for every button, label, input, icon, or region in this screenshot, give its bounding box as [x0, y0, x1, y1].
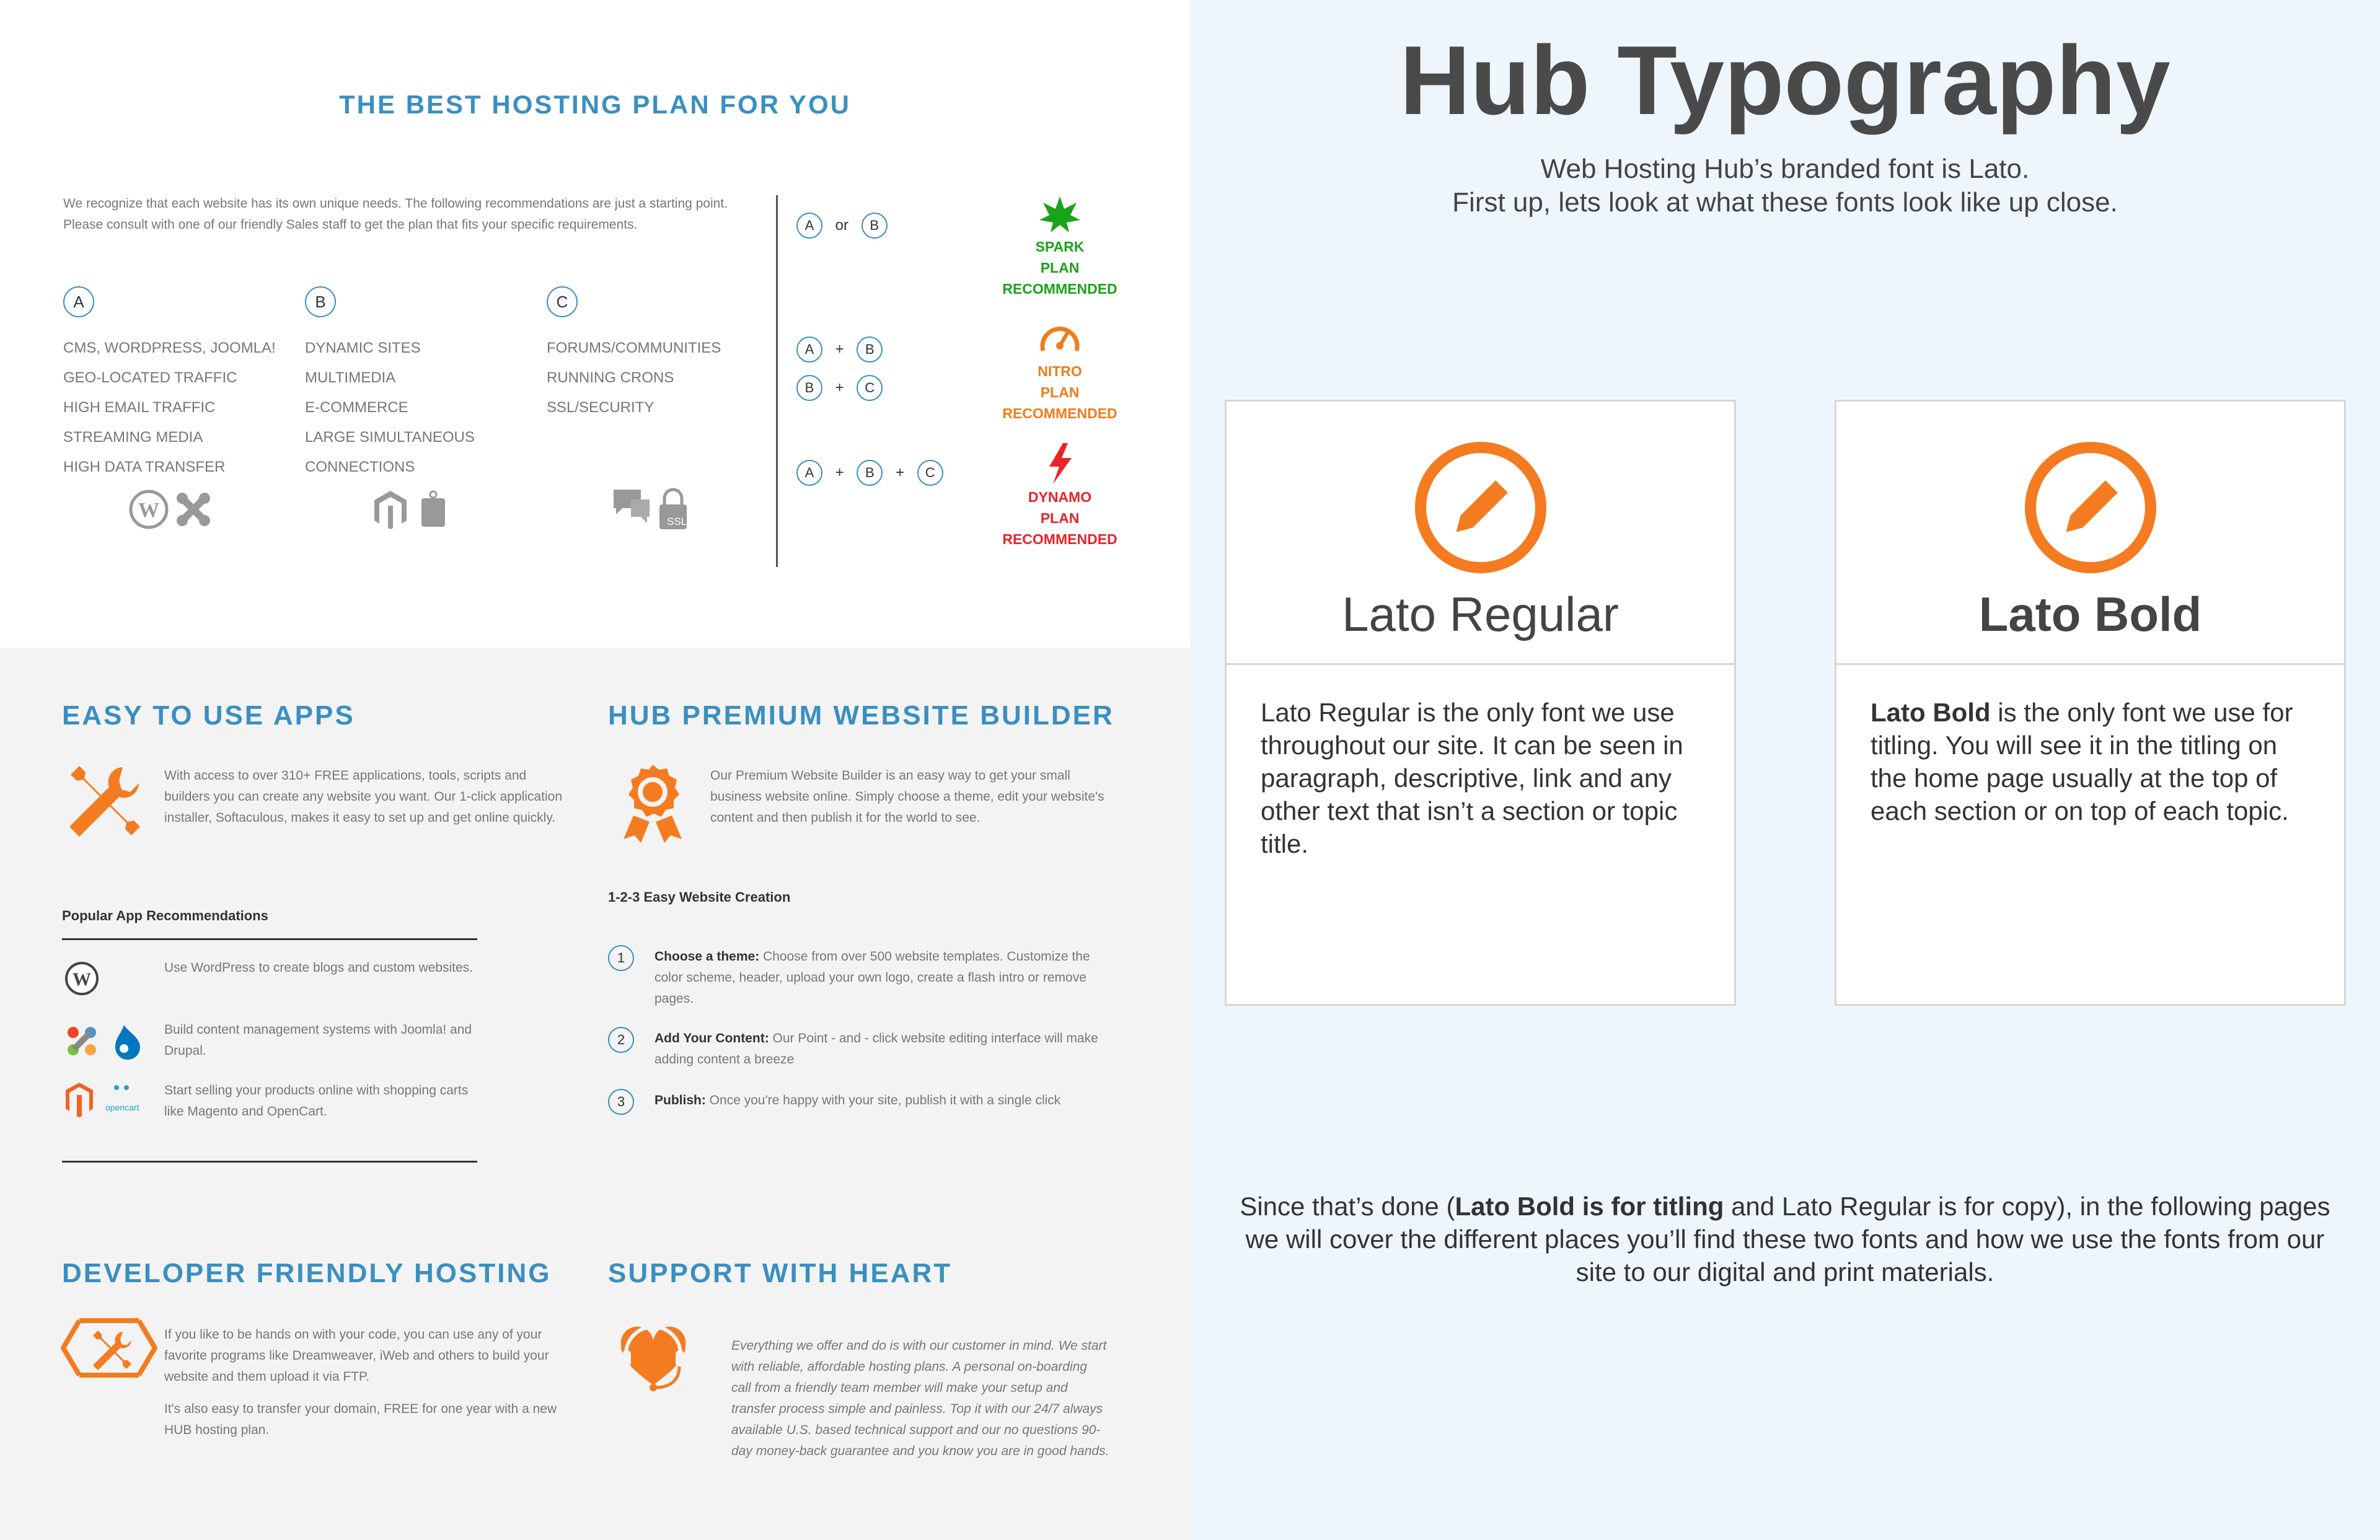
plan-line: RECOMMENDED — [1002, 531, 1117, 547]
app-rec-magento-opencart: Start selling your products online with shopping carts like Magento and OpenCart. — [164, 1083, 469, 1119]
letter-a-badge: A — [796, 460, 822, 486]
letter-b-badge: B — [796, 375, 822, 401]
lato-bold-card-header — [1836, 402, 2344, 665]
developer-p2: It's also easy to transfer your domain, FREE for one year with a new HUB hosting plan. — [164, 1402, 557, 1437]
step-number-badge: 1 — [608, 945, 634, 971]
combo-a-plus-b-plus-c — [796, 460, 943, 486]
magento-icon — [374, 491, 407, 529]
column-a-icons — [129, 490, 216, 532]
step-1-text — [654, 946, 1113, 1010]
letter-c-badge: C — [547, 286, 578, 317]
plan-line: SPARK — [1035, 239, 1085, 255]
list-item: DYNAMIC SITES — [305, 340, 421, 356]
lato-bold-text — [1836, 665, 2344, 858]
lato-bold-label: Lato Bold — [1978, 587, 2202, 641]
step-2-text — [654, 1028, 1113, 1070]
app-rec-wordpress: Use WordPress to create blogs and custom websites. — [164, 961, 474, 975]
column-b — [305, 286, 475, 482]
spark-leaf-icon — [985, 195, 1134, 236]
joomla-icon — [68, 1027, 96, 1055]
heart-headset-icon — [617, 1323, 689, 1401]
closing-part-a: Since that’s done ( — [1240, 1192, 1455, 1221]
speedometer-icon — [985, 321, 1134, 361]
chat-bubbles-icon — [614, 490, 650, 523]
list-item: RUNNING CRONS — [547, 369, 674, 386]
award-ribbon-icon — [619, 762, 687, 846]
magento-opencart-icons — [64, 1081, 145, 1122]
letter-c-badge: C — [857, 375, 883, 401]
plan-line: NITRO — [1038, 363, 1082, 379]
magento-icon — [66, 1083, 93, 1117]
steps-title: 1-2-3 Easy Website Creation — [608, 889, 791, 905]
opencart-label: opencart — [105, 1102, 139, 1112]
nitro-plan — [985, 321, 1134, 424]
ssl-label: SSL — [667, 516, 687, 527]
nitro-plan-label — [985, 361, 1134, 424]
developer-title: DEVELOPER FRIENDLY HOSTING — [62, 1258, 552, 1288]
shopping-tag-icon — [421, 491, 445, 527]
dynamo-plan — [985, 442, 1134, 550]
combo-or-text: or — [835, 217, 849, 234]
builder-desc: Our Premium Website Builder is an easy way to get your small business website online. Simply choose a theme, edit your website's content and then publish it for the world to see. — [710, 768, 1104, 825]
plan-line: DYNAMO — [1028, 489, 1092, 505]
popular-apps-title: Popular App Recommendations — [62, 908, 268, 923]
list-item: STREAMING MEDIA — [63, 429, 203, 446]
column-a — [63, 286, 276, 482]
letter-c-badge: C — [917, 460, 943, 486]
list-item: GEO-LOCATED TRAFFIC — [63, 369, 237, 386]
pencil-icon — [2025, 442, 2156, 573]
step-1-body: Choose from over 500 website templates. Customize the color scheme, header, upload your own logo, create a flash intro or remove pages. — [654, 949, 1090, 1006]
wordpress-icon — [131, 491, 167, 527]
letter-a-badge: A — [796, 337, 822, 363]
dynamo-plan-label — [985, 486, 1134, 550]
plan-line: RECOMMENDED — [1002, 405, 1117, 421]
closing-part-b: and Lato Regular is for copy), in the following pages we will cover the different places you’ll find these two fonts and how we use the fonts from our site to our digital and print materials. — [1245, 1192, 2330, 1287]
easy-apps-title: EASY TO USE APPS — [62, 700, 355, 731]
lato-regular-text: Lato Regular is the only font we use throughout our site. It can be seen in paragraph, descriptive, link and any other text that isn’t a section or topic title. — [1261, 698, 1683, 858]
letter-b-badge: B — [857, 460, 883, 486]
plan-line: PLAN — [1040, 510, 1080, 526]
support-desc: Everything we offer and do is with our customer in mind. We start with reliable, affordable hosting plans. A personal on-boarding call from a friendly team member will make your setup and transfer process simple and painless. Top it with our 24/7 always available U.S. based technical support and our no questions 90-day money-back guarantee and you know you are in good hands. — [731, 1339, 1109, 1458]
rule-bottom — [62, 1161, 477, 1163]
pencil-icon — [1415, 442, 1546, 573]
step-3-text — [654, 1090, 1113, 1111]
lato-regular-card — [1225, 400, 1736, 1006]
joomla-icon — [177, 493, 210, 526]
hosting-plan-intro: We recognize that each website has its own unique needs. The following recommendations are just a starting point. Please consult with one of our friendly Sales staff to get the plan that fits your specific requirements. — [63, 196, 728, 232]
subtitle-line-1: Web Hosting Hub’s branded font is Lato. — [1540, 154, 2030, 184]
lato-regular-card-header — [1227, 402, 1734, 665]
features-section — [0, 648, 1190, 1540]
combo-plus-text: + — [835, 341, 844, 358]
column-c — [547, 286, 721, 423]
step-3 — [608, 1089, 634, 1115]
easy-apps-desc: With access to over 310+ FREE applications, tools, scripts and builders you can create any website you want. Our 1-click application installer, Softaculous, makes it easy to set up and get online quickly. — [164, 768, 562, 825]
list-item: CMS, WORDPRESS, JOOMLA! — [63, 340, 276, 356]
step-2 — [608, 1027, 634, 1053]
step-1-bold: Choose a theme: — [654, 949, 760, 964]
combo-plus-text: + — [896, 464, 905, 481]
divider — [776, 195, 778, 567]
plan-line: PLAN — [1040, 384, 1080, 400]
list-item: LARGE SIMULTANEOUS — [305, 429, 475, 446]
step-2-body: Our Point - and - click website editing interface will make adding content a breeze — [654, 1031, 1098, 1067]
support-title: SUPPORT WITH HEART — [608, 1258, 953, 1288]
column-c-list — [547, 333, 721, 423]
plan-line: PLAN — [1040, 260, 1080, 276]
svg-text:W: W — [73, 969, 91, 990]
rule-top — [62, 938, 477, 940]
lato-bold-lead: Lato Bold — [1871, 698, 1991, 727]
letter-b-badge: B — [857, 337, 883, 363]
step-number-badge: 2 — [608, 1027, 634, 1053]
list-item: FORUMS/COMMUNITIES — [547, 340, 721, 356]
combo-a-plus-b — [796, 337, 883, 363]
lightning-icon — [985, 442, 1134, 486]
app-rec-joomla-drupal: Build content management systems with Joomla! and Drupal. — [164, 1023, 472, 1058]
letter-a-badge: A — [63, 286, 94, 317]
combo-b-plus-c — [796, 375, 883, 401]
column-b-icons — [372, 490, 452, 534]
step-3-bold: Publish: — [654, 1093, 706, 1107]
wordpress-icon — [64, 961, 99, 999]
list-item: HIGH EMAIL TRAFFIC — [63, 399, 216, 416]
opencart-icon — [114, 1085, 129, 1090]
combo-a-or-b — [796, 213, 888, 239]
hosting-plan-section — [0, 0, 1190, 648]
lato-bold-body: is the only font we use for titling. You will see it in the titling on the home page usually at the top of each section or on top of each topic. — [1871, 698, 2293, 825]
plan-line: RECOMMENDED — [1002, 281, 1117, 297]
list-item: HIGH DATA TRANSFER — [63, 459, 226, 475]
closing-bold: Lato Bold is for titling — [1455, 1192, 1724, 1221]
hosting-plan-title: THE BEST HOSTING PLAN FOR YOU — [339, 90, 851, 119]
svg-text:W: W — [138, 499, 159, 522]
subtitle-line-2: First up, lets look at what these fonts look like up close. — [1452, 187, 2118, 218]
column-b-list — [305, 333, 475, 482]
column-c-icons — [612, 486, 693, 535]
step-3-body: Once you're happy with your site, publish it with a single click — [705, 1093, 1061, 1107]
letter-b-badge: B — [305, 286, 336, 317]
list-item: MULTIMEDIA — [305, 369, 396, 386]
typography-title: Hub Typography — [1399, 26, 2171, 135]
step-1 — [608, 945, 634, 971]
combo-plus-text: + — [835, 464, 844, 481]
combo-plus-text: + — [835, 379, 844, 396]
column-a-list — [63, 333, 276, 482]
step-number-badge: 3 — [608, 1089, 634, 1115]
letter-b-badge: B — [862, 213, 888, 239]
drupal-icon — [115, 1025, 140, 1060]
letter-a-badge: A — [796, 213, 822, 239]
spark-plan-label — [985, 236, 1134, 299]
developer-p1: If you like to be hands on with your code, you can use any of your favorite programs like Dreamweaver, iWeb and others to build your website and them upload it via FTP. — [164, 1327, 549, 1384]
typography-section — [1190, 0, 2380, 1540]
step-2-bold: Add Your Content: — [654, 1031, 769, 1045]
tools-icon — [63, 762, 144, 846]
list-item: SSL/SECURITY — [547, 399, 654, 416]
list-item: CONNECTIONS — [305, 459, 415, 475]
spark-plan — [985, 195, 1134, 299]
lato-regular-label: Lato Regular — [1342, 587, 1619, 641]
typography-subtitle — [1190, 152, 2380, 219]
code-tools-icon — [61, 1317, 157, 1382]
joomla-drupal-icons — [64, 1023, 145, 1063]
lato-bold-card — [1835, 400, 2346, 1006]
closing-paragraph — [1227, 1190, 2343, 1288]
list-item: E-COMMERCE — [305, 399, 408, 416]
builder-title: HUB PREMIUM WEBSITE BUILDER — [608, 700, 1114, 731]
